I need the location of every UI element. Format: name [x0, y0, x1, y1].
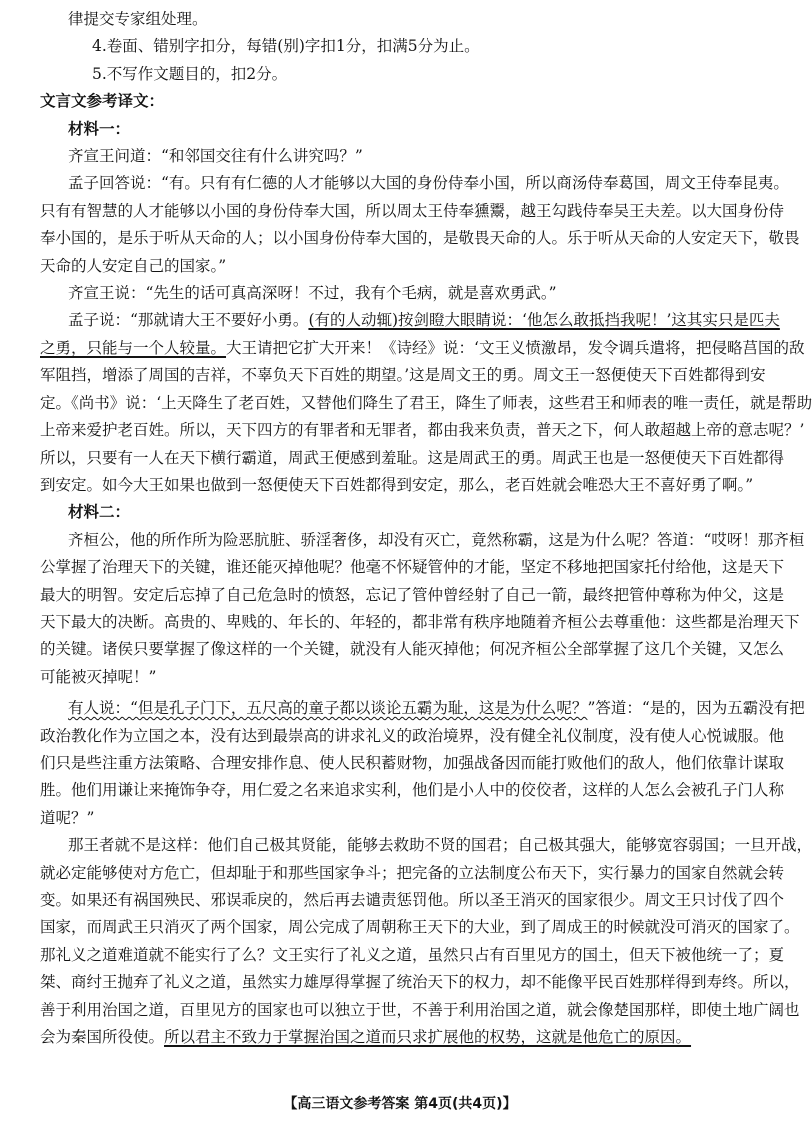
text-line: 齐宣王说：“先生的话可真高深呀！不过，我有个毛病，就是喜欢勇武。”: [68, 284, 557, 303]
wavy-underlined-text: 有人说：“但是孔子门下，五尺高的童子都以谈论五霸为耻，这是为什么呢？: [68, 699, 588, 718]
underlined-text: (有的人动辄)按剑瞪大眼睛说：‘他怎么敢抵挡我呢！’这其实只是匹夫: [308, 311, 780, 330]
text-line: 到安定。如今大王如果也做到一怒便使天下百姓都得到安定，那么，老百姓就会唯恐大王不喜好勇了啊。”: [40, 475, 754, 494]
text-line: 善于利用治国之道，百里见方的国家也可以独立于世，不善于利用治国之道，就会像楚国那样，即使土地广阔也: [40, 1000, 800, 1019]
text-line: 孟子回答说：“有。只有有仁德的人才能够以大国的身份侍奉小国，所以商汤侍奉葛国，周文王侍奉昆夷。: [68, 174, 789, 193]
text-line: 那王者就不是这样：他们自己极其贤能，能够去救助不贤的国君；自己极其强大，能够宽容弱国；一旦开战，: [68, 836, 812, 855]
page-footer: 【高三语文参考答案 第4页(共4页)】: [283, 1096, 517, 1112]
text-line: 军阻挡，增添了周国的吉祥，不辜负天下百姓的期望。’这是周文王的勇。周文王一怒便使天下百姓都得到安: [40, 366, 766, 385]
text-line: [40, 695, 805, 722]
text-line: 最大的明智。安定后忘掉了自己危急时的愤怒，忘记了管仲曾经射了自己一箭，最终把管仲尊称为仲父，这是: [40, 585, 785, 604]
text-line: 可能被灭掉呢！”: [40, 667, 157, 686]
text-line: 律提交专家组处理。: [68, 10, 208, 28]
text-line: 就必定能够使对方危亡，但却耻于和那些国家争斗；把完备的立法制度公布天下，实行暴力的国家自然就会转: [40, 863, 785, 882]
text-segment: 孟子说：“那就请大王不要好小勇。: [68, 311, 309, 330]
text-segment: ”答道：“是的，因为五霸没有把: [587, 699, 805, 718]
text-line: [40, 335, 805, 362]
text-line: 上帝来爱护老百姓。所以，天下四方的有罪者和无罪者，都由我来负责，普天之下，何人敢超越上帝的意志呢？’: [40, 421, 805, 440]
text-line: 齐桓公，他的所作所为险恶肮脏、骄淫奢侈，却没有灭亡，竟然称霸，这是为什么呢？答道：“哎呀！那齐桓: [68, 530, 805, 549]
text-line: 5.不写作文题目的，扣2分。: [92, 64, 288, 83]
text-segment: 大王请把它扩大开来！《诗经》说：‘文王义愤激昂，发令调兵遣将，把侵略莒国的敌: [226, 338, 805, 357]
text-line: 所以，只要有一人在天下横行霸道，周武王便感到羞耻。这是周武王的勇。周武王也是一怒便使天下百姓都得: [40, 448, 785, 467]
underlined-text: 之勇，只能与一个人较量。: [40, 338, 227, 357]
text-line: 国家，而周武王只消灭了两个国家，周公完成了周朝称王天下的大业，到了周成王的时候就没可消灭的国家了。: [40, 918, 800, 937]
text-line: [40, 307, 780, 334]
text-line: [40, 1024, 760, 1051]
text-line: 奉小国的，是乐于听从天命的人；以小国身份侍奉大国的，是敬畏天命的人。乐于听从天命的人安定天下，敬畏: [40, 229, 800, 248]
text-line: 公掌握了治理天下的关键，谁还能灭掉他呢？他毫不怀疑管仲的才能，坚定不移地把国家托付给他，这是天下: [40, 558, 785, 577]
text-line: 那礼义之道难道就不能实行了么？文王实行了礼义之道，虽然只占有百里见方的国土，但天下被他统一了；夏: [40, 945, 785, 964]
text-line: 桀、商纣王抛弃了礼义之道，虽然实力雄厚得掌握了统治天下的权力，却不能像平民百姓那样得到寿终。所以，: [40, 973, 800, 992]
text-line: 齐宣王问道：“和邻国交往有什么讲究吗？”: [68, 147, 363, 166]
text-line: 胜。他们用谦让来掩饰争夺，用仁爱之名来追求实利，他们是小人中的佼佼者，这样的人怎么会被孔子门人称: [40, 781, 785, 800]
text-line: 4.卷面、错别字扣分，每错(别)字扣1分，扣满5分为止。: [92, 37, 480, 56]
text-line: 天下最大的决断。高贵的、卑贱的、年长的、年轻的，都非常有秩序地随着齐桓公去尊重他：这些都是治理天下: [40, 612, 800, 631]
material-1-title: 材料一：: [68, 119, 131, 138]
text-line: 们只是些注重方法策略、合理安排作息、使人民积蓄财物，加强战备因而能打败他们的敌人，他们依靠计谋取: [40, 753, 785, 772]
text-line: 政治教化作为立国之本，没有达到最崇高的讲求礼义的政治境界，没有健全礼仪制度，没有使人心悦诚服。他: [40, 726, 785, 745]
underlined-text: 所以君主不致力于掌握治国之道而只求扩展他的权势，这就是他危亡的原因。: [164, 1028, 692, 1047]
text-line: 只有有智慧的人才能够以小国的身份侍奉大国，所以周太王侍奉獯鬻，越王勾践侍奉吴王夫差。以大国身份侍: [40, 201, 785, 220]
material-2-title: 材料二：: [68, 503, 131, 522]
text-line: 定。《尚书》说：‘上天降生了老百姓，又替他们降生了君王，降生了师表，这些君王和师表的唯一责任，就是帮助: [40, 393, 812, 412]
text-line: 的关键。诸侯只要掌握了像这样的一个关键，就没有人能灭掉他；何况齐桓公全部掌握了这几个关键，又怎么: [40, 640, 785, 659]
text-line: 变。如果还有祸国殃民、邪误乖戾的，然后再去谴责惩罚他。所以圣王消灭的国家很少。周文王只讨伐了四个: [40, 891, 785, 909]
section-title: 文言文参考译文：: [40, 92, 165, 111]
text-line: 天命的人安定自己的国家。”: [40, 256, 227, 275]
text-line: 道呢？”: [40, 808, 95, 827]
text-segment: 会为秦国所役使。: [40, 1028, 165, 1047]
